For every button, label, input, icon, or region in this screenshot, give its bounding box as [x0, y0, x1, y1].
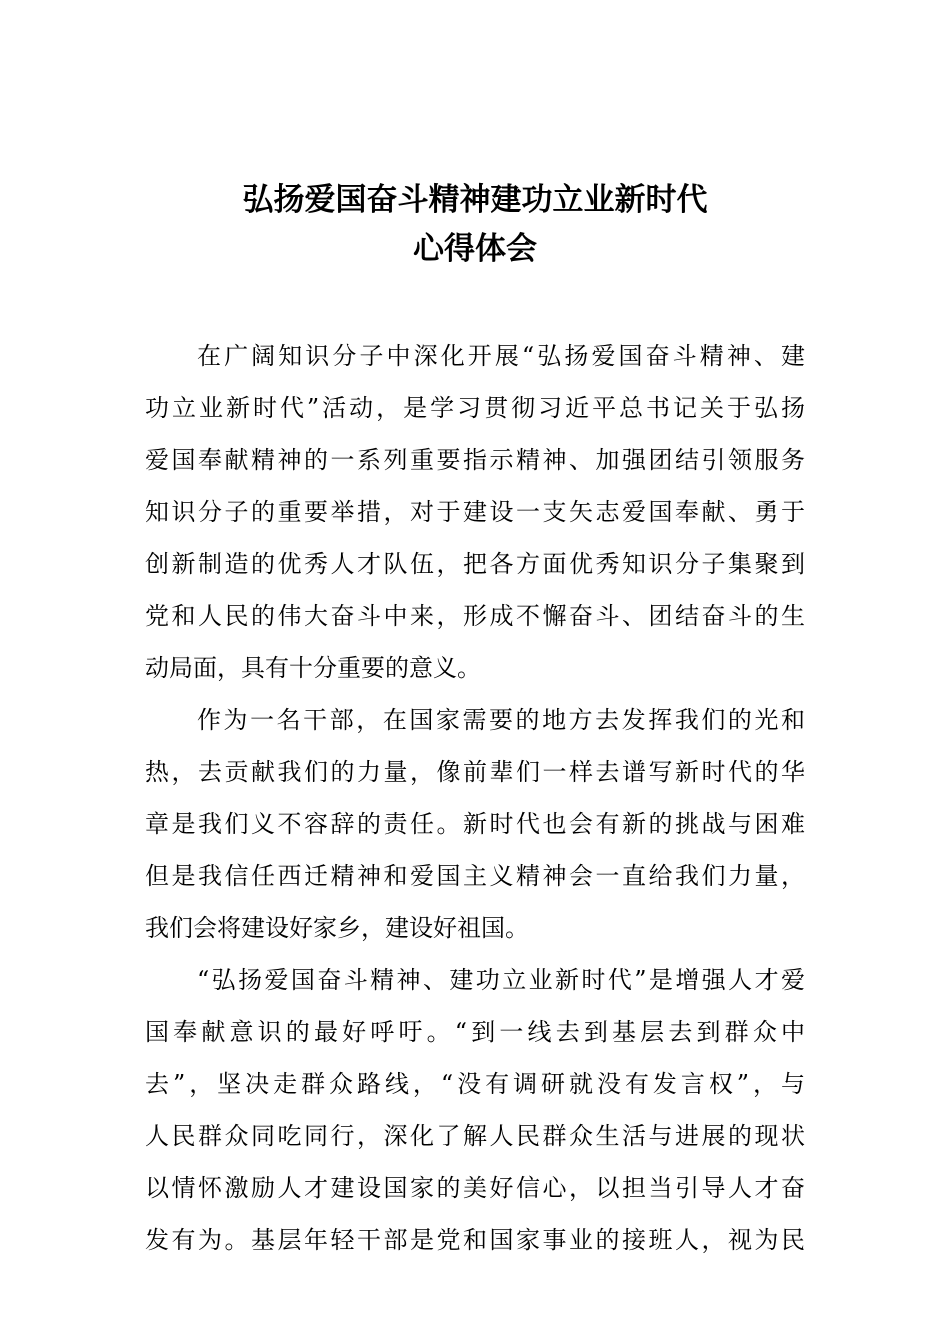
paragraph-2-line-3: 章是我们义不容辞的责任。新时代也会有新的挑战与困难	[145, 810, 805, 838]
paragraph-2-line-1: 作为一名干部，在国家需要的地方去发挥我们的光和	[197, 706, 805, 734]
paragraph-1-line-2: 功立业新时代”活动，是学习贯彻习近平总书记关于弘扬	[145, 394, 805, 422]
paragraph-3-line-1: “弘扬爱国奋斗精神、建功立业新时代”是增强人才爱	[197, 966, 805, 994]
paragraph-2-line-2: 热，去贡献我们的力量，像前辈们一样去谱写新时代的华	[145, 758, 805, 786]
paragraph-3-line-2: 国奉献意识的最好呼吁。“到一线去到基层去到群众中	[145, 1018, 805, 1046]
paragraph-1-line-1: 在广阔知识分子中深化开展“弘扬爱国奋斗精神、建	[197, 342, 805, 370]
paragraph-3-line-3: 去”，坚决走群众路线，“没有调研就没有发言权”，与	[145, 1070, 805, 1098]
paragraph-1-line-4: 知识分子的重要举措，对于建设一支矢志爱国奉献、勇于	[145, 498, 805, 526]
paragraph-1-line-7: 动局面，具有十分重要的意义。	[145, 654, 481, 682]
paragraph-1-line-6: 党和人民的伟大奋斗中来，形成不懈奋斗、团结奋斗的生	[145, 602, 805, 630]
paragraph-2-line-5: 我们会将建设好家乡，建设好祖国。	[145, 914, 529, 942]
document-title-line-2: 心得体会	[413, 231, 537, 267]
paragraph-1-line-5: 创新制造的优秀人才队伍，把各方面优秀知识分子集聚到	[145, 550, 805, 578]
paragraph-3-line-5: 以情怀激励人才建设国家的美好信心，以担当引导人才奋	[145, 1174, 805, 1202]
paragraph-2-line-4: 但是我信任西迁精神和爱国主义精神会一直给我们力量，	[145, 862, 805, 890]
paragraph-3-line-4: 人民群众同吃同行，深化了解人民群众生活与进展的现状	[145, 1122, 805, 1150]
paragraph-1-line-3: 爱国奉献精神的一系列重要指示精神、加强团结引领服务	[145, 446, 805, 474]
document-title-line-1: 弘扬爱国奋斗精神建功立业新时代	[242, 182, 708, 218]
paragraph-3-line-6: 发有为。基层年轻干部是党和国家事业的接班人，视为民	[145, 1226, 805, 1254]
document-body	[145, 330, 805, 1266]
